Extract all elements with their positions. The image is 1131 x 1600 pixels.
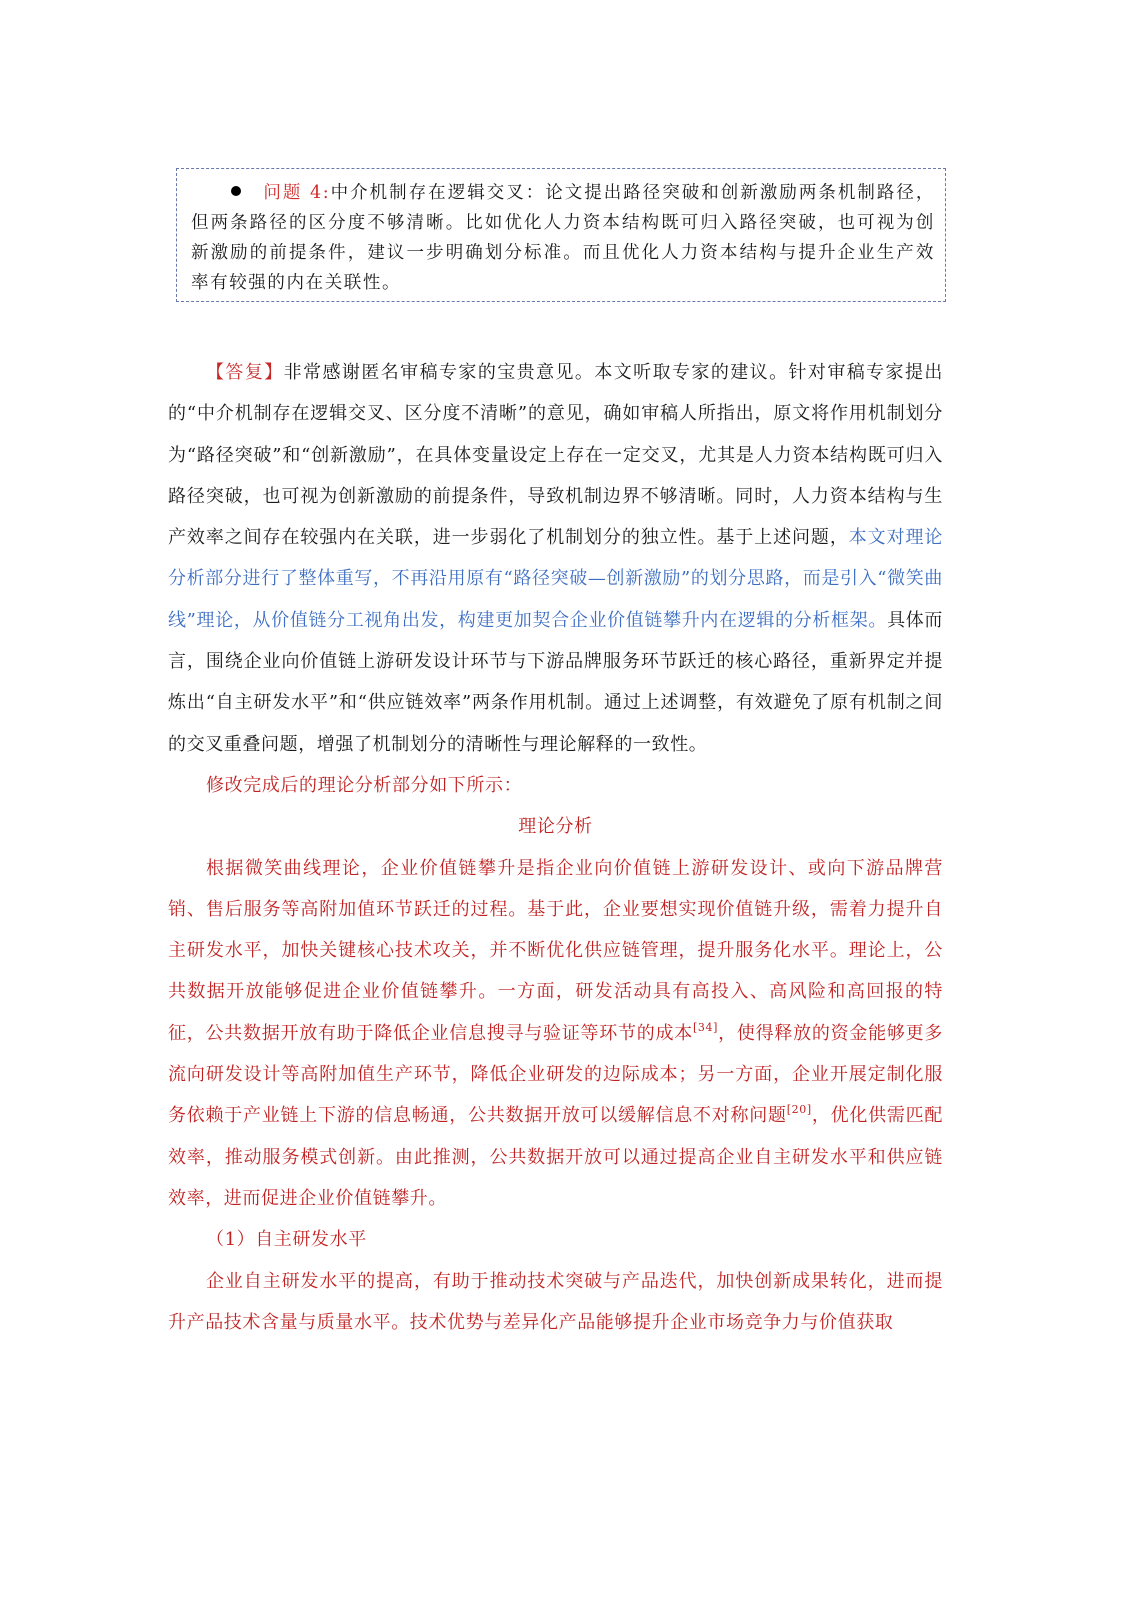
question-label: 问题 4: xyxy=(263,183,331,203)
revision-intro: 修改完成后的理论分析部分如下所示： xyxy=(206,774,523,796)
theory-paragraph xyxy=(168,848,943,1220)
response-body xyxy=(168,352,943,1343)
subsection-heading: （1）自主研发水平 xyxy=(206,1229,367,1251)
reviewer-question-box xyxy=(176,168,946,302)
bullet-icon xyxy=(231,186,241,196)
answer-text-part-b: 具体而言，围绕企业向价值链上游研发设计环节与下游品牌服务环节跃迁的核心路径，重新界定并提炼出“自主研发水平”和“供应链效率”两条作用机制。通过上述调整，有效避免了原有机制之间的交叉重叠问题，增强了机制划分的清晰性与理论解释的一致性。 xyxy=(168,609,943,755)
question-paragraph xyxy=(191,178,935,298)
rd-paragraph: 企业自主研发水平的提高，有助于推动技术突破与产品迭代，加快创新成果转化，进而提升产品技术含量与质量水平。技术优势与差异化产品能够提升企业市场竞争力与价值获取 xyxy=(168,1270,943,1333)
theory-text-part-a: 根据微笑曲线理论，企业价值链攀升是指企业向价值链上游研发设计、或向下游品牌营销、售后服务等高附加值环节跃迁的过程。基于此，企业要想实现价值链升级，需着力提升自主研发水平，加快关键核心技术攻关，并不断优化供应链管理，提升服务化水平。理论上，公共数据开放能够促进企业价值链攀升。一方面，研发活动具有高投入、高风险和高回报的特征，公共数据开放有助于降低企业信息搜寻与验证等环节的成本 xyxy=(168,857,943,1044)
citation-20: [20] xyxy=(786,1103,812,1117)
answer-text-highlight: 本文对理论分析部分进行了整体重写，不再沿用原有“路径突破—创新激励”的划分思路，而是引入“微笑曲线”理论，从价值链分工视角出发，构建更加契合企业价值链攀升内在逻辑的分析框架。 xyxy=(168,527,943,631)
question-text: 中介机制存在逻辑交叉：论文提出路径突破和创新激励两条机制路径，但两条路径的区分度不够清晰。比如优化人力资本结构既可归入路径突破，也可视为创新激励的前提条件，建议一步明确划分标准。而且优化人力资本结构与提升企业生产效率有较强的内在关联性。 xyxy=(191,183,935,293)
answer-tag: 【答复】 xyxy=(206,362,284,383)
answer-paragraph xyxy=(168,352,943,765)
theory-text-part-b: ，使得释放的资金能够更多流向研发设计等高附加值生产环节，降低企业研发的边际成本；另一方面，企业开展定制化服务依赖于产业链上下游的信息畅通，公共数据开放可以缓解信息不对称问题 xyxy=(168,1022,944,1127)
theory-text-part-c: ，优化供需匹配效率，推动服务模式创新。由此推测，公共数据开放可以通过提高企业自主研发水平和供应链效率，进而促进企业价值链攀升。 xyxy=(168,1105,944,1209)
answer-text-part-a: 非常感谢匿名审稿专家的宝贵意见。本文听取专家的建议。针对审稿专家提出的“中介机制存在逻辑交叉、区分度不清晰”的意见，确如审稿人所指出，原文将作用机制划分为“路径突破”和“创新激励”，在具体变量设定上存在一定交叉，尤其是人力资本结构既可归入路径突破，也可视为创新激励的前提条件，导致机制边界不够清晰。同时，人力资本结构与生产效率之间存在较强内在关联，进一步弱化了机制划分的独立性。基于上述问题， xyxy=(168,362,943,549)
section-heading: 理论分析 xyxy=(518,816,593,838)
citation-34: [34] xyxy=(693,1020,718,1034)
